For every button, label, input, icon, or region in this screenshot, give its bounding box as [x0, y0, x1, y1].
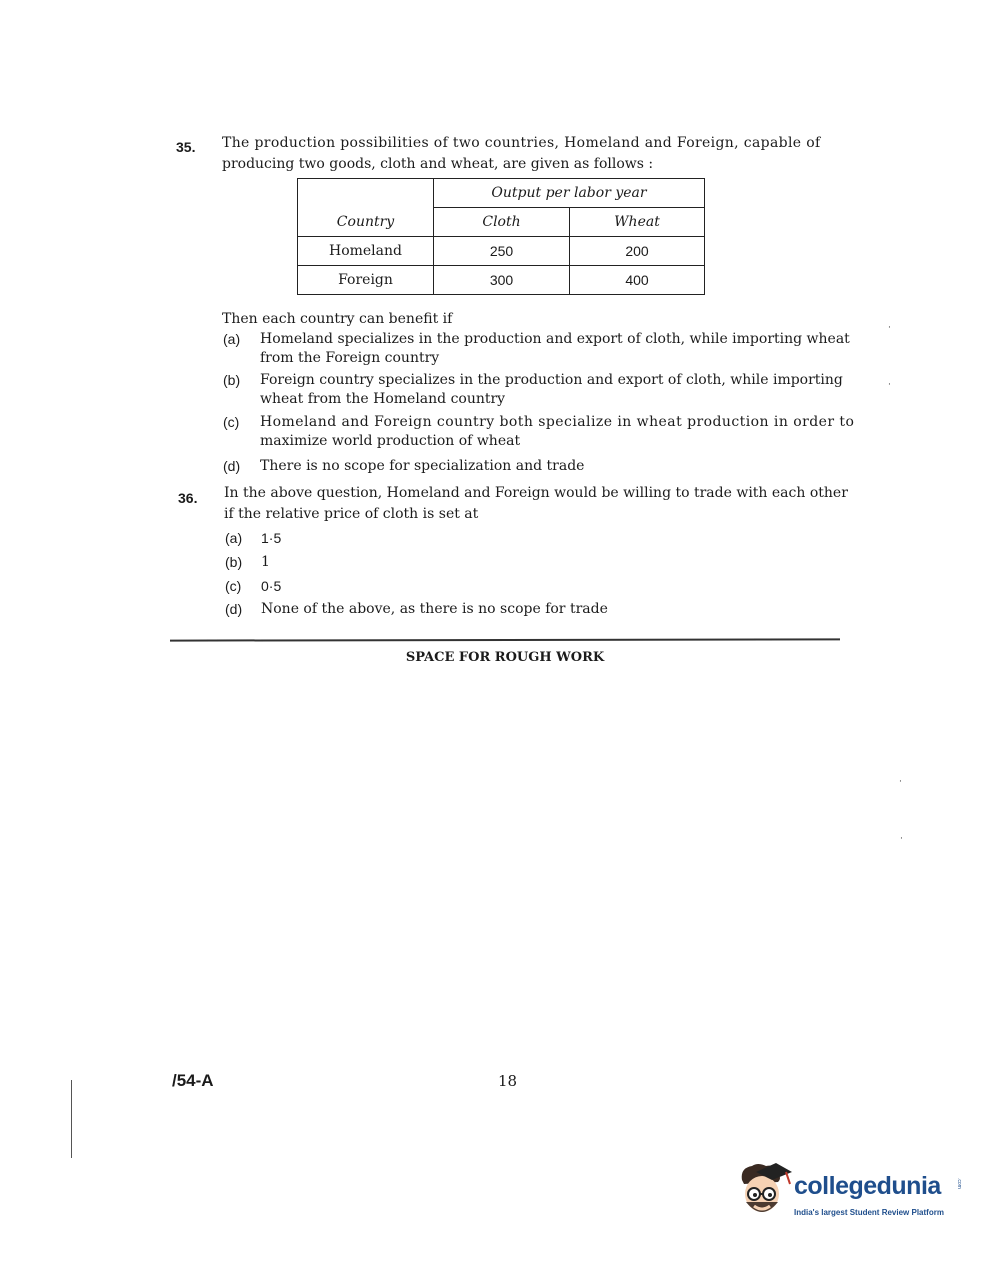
question-35-number: 35.: [176, 139, 196, 155]
option-text-line1: Foreign country specializes in the production and export of cloth, while importing: [260, 372, 843, 388]
scan-speck: ·: [900, 834, 903, 844]
table-cell-country: Homeland: [298, 237, 434, 266]
question-35-option-a[interactable]: [223, 330, 850, 370]
option-label: (d): [225, 601, 243, 617]
question-35-option-b[interactable]: [223, 371, 843, 411]
option-label: (b): [225, 554, 243, 570]
option-text: 1: [261, 554, 270, 570]
question-35-option-c[interactable]: [223, 413, 855, 453]
option-text-line2: maximize world production of wheat: [260, 433, 521, 449]
rough-work-divider: [170, 638, 840, 641]
question-35-stem-line1: The production possibilities of two countries, Homeland and Foreign, capable of: [222, 135, 821, 151]
option-text-line2: from the Foreign country: [260, 350, 440, 366]
option-label: (c): [223, 414, 240, 430]
question-35-stem-line2: producing two goods, cloth and wheat, are given as follows :: [222, 156, 654, 172]
table-group-header: Output per labor year: [434, 179, 705, 208]
option-label: (c): [225, 578, 242, 594]
scan-speck: ·: [888, 323, 891, 333]
production-table: [297, 178, 705, 295]
option-text: 1·5: [261, 530, 282, 546]
logo-wordmark: collegedunia: [794, 1172, 941, 1200]
question-36-option-c[interactable]: [225, 577, 625, 597]
rough-work-heading: SPACE FOR ROUGH WORK: [405, 650, 605, 665]
table-cell-cloth: 250: [434, 237, 570, 266]
table-cell-wheat: 200: [570, 237, 705, 266]
question-36-option-d[interactable]: [225, 600, 645, 620]
table-col-cloth: Cloth: [434, 208, 570, 237]
table-cell-country: Foreign: [298, 266, 434, 295]
table-col-wheat: Wheat: [570, 208, 705, 237]
option-text-line1: Homeland and Foreign country both specialize in wheat production in order to: [260, 414, 855, 430]
table-row: [298, 237, 705, 266]
option-text-line1: There is no scope for specialization and trade: [260, 458, 585, 474]
logo-tagline: India's largest Student Review Platform: [794, 1208, 944, 1217]
option-label: (d): [223, 458, 241, 474]
table-empty-header: [298, 179, 434, 208]
table-row: [298, 266, 705, 295]
table-cell-wheat: 400: [570, 266, 705, 295]
option-label: (b): [223, 372, 241, 388]
scan-speck: ·: [899, 777, 902, 787]
table-cell-cloth: 300: [434, 266, 570, 295]
scan-speck: ·: [888, 380, 891, 390]
question-36-number: 36.: [178, 490, 198, 506]
question-36-option-a[interactable]: [225, 529, 625, 549]
question-36-option-b[interactable]: [225, 553, 625, 573]
option-label: (a): [223, 331, 241, 347]
student-mascot-icon: [736, 1160, 794, 1222]
option-text: 0·5: [261, 578, 282, 594]
table-col-country: Country: [298, 208, 434, 237]
paper-code: /54-A: [172, 1071, 214, 1090]
question-36-stem-line1: In the above question, Homeland and Foreign would be willing to trade with each other: [224, 485, 848, 501]
scan-margin-line: [71, 1080, 72, 1158]
page-number: 18: [498, 1072, 518, 1090]
logo-suffix: .com: [956, 1178, 962, 1189]
question-35-lead: Then each country can benefit if: [222, 311, 453, 327]
question-35-option-d[interactable]: [223, 457, 843, 477]
collegedunia-logo[interactable]: [736, 1160, 961, 1222]
option-label: (a): [225, 530, 243, 546]
question-36-stem-line2: if the relative price of cloth is set at: [224, 506, 479, 522]
option-text: None of the above, as there is no scope for trade: [261, 601, 608, 617]
option-text-line1: Homeland specializes in the production and export of cloth, while importing wheat: [260, 331, 850, 347]
option-text-line2: wheat from the Homeland country: [260, 391, 506, 407]
